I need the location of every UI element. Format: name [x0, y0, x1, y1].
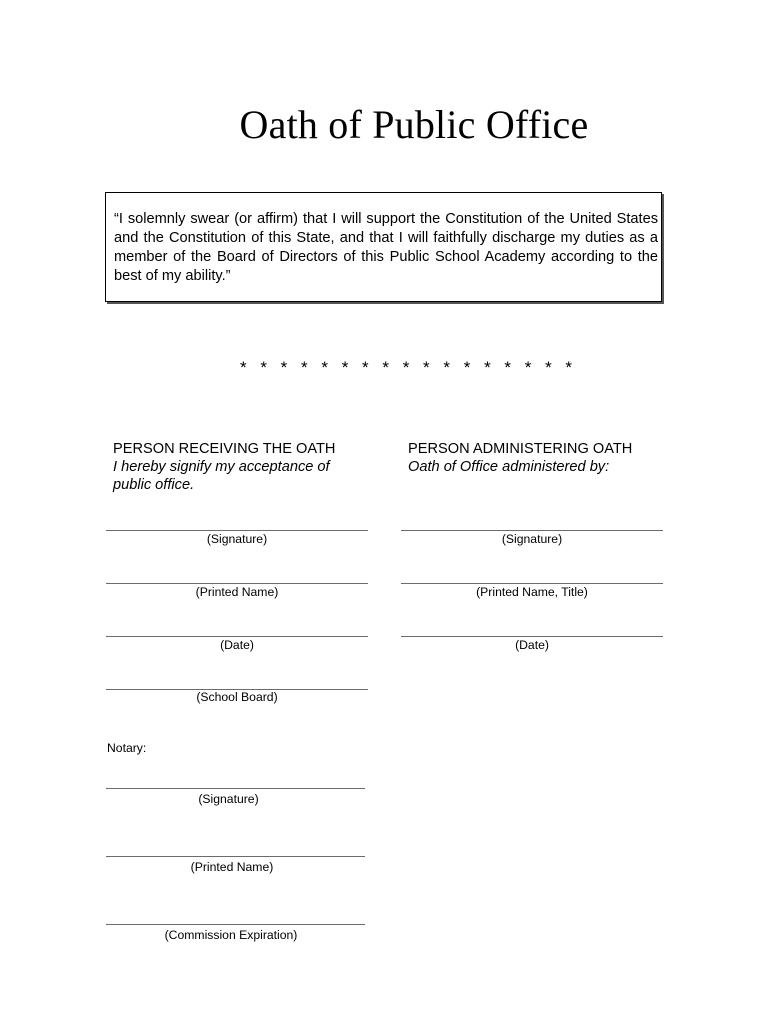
receiving-signature-line[interactable] [106, 530, 368, 531]
notary-commission-label: (Commission Expiration) [164, 928, 298, 942]
administering-printed-name-line[interactable] [401, 583, 663, 584]
notary-printed-name-line[interactable] [106, 856, 365, 857]
notary-label: Notary: [107, 741, 147, 755]
administering-date-label: (Date) [515, 638, 549, 652]
oath-text: “I solemnly swear (or affirm) that I will support the Constitution of the United States and the Constitution of this State, and that I will faithfully discharge my duties as a member of the Board of Directors of this Public School Academy according to the best of my ability.” [114, 211, 658, 284]
receiving-statement: I hereby signify my acceptance of public office. [113, 459, 330, 493]
receiving-date-line[interactable] [106, 636, 368, 637]
receiving-printed-name-label: (Printed Name) [195, 585, 279, 599]
administering-printed-name-label: (Printed Name, Title) [476, 585, 588, 599]
notary-printed-name-label: (Printed Name) [190, 860, 274, 874]
receiving-printed-name-line[interactable] [106, 583, 368, 584]
document-title: Oath of Public Office [239, 102, 589, 147]
notary-commission-line[interactable] [106, 924, 365, 925]
separator-stars: * * * * * * * * * * * * * * * * * [240, 358, 577, 377]
administering-date-line[interactable] [401, 636, 663, 637]
notary-signature-label: (Signature) [198, 792, 259, 806]
receiving-school-board-label: (School Board) [196, 690, 278, 704]
administering-statement: Oath of Office administered by: [408, 459, 610, 475]
oath-text-box [105, 192, 662, 302]
receiving-signature-label: (Signature) [206, 532, 268, 546]
administering-heading: PERSON ADMINISTERING OATH [408, 441, 633, 457]
administering-signature-line[interactable] [401, 530, 663, 531]
receiving-heading: PERSON RECEIVING THE OATH [113, 441, 336, 457]
notary-signature-line[interactable] [106, 788, 365, 789]
administering-signature-label: (Signature) [501, 532, 563, 546]
receiving-date-label: (Date) [220, 638, 254, 652]
